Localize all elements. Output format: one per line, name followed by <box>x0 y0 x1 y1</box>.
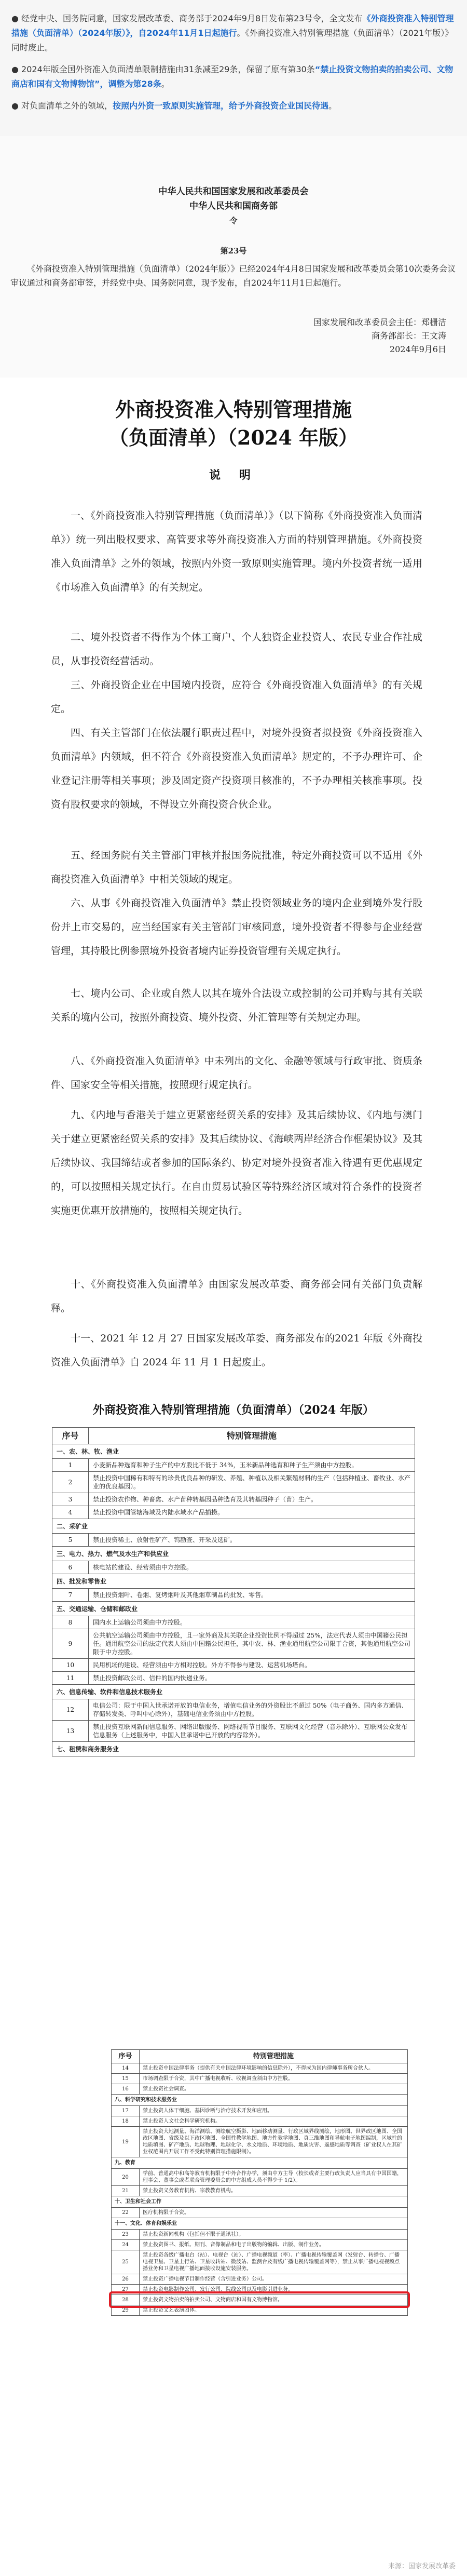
item-measure: 禁止投资中国管辖海域及内陆水域水产品捕捞。 <box>89 1506 415 1519</box>
table-row <box>112 2230 408 2240</box>
item-measure: 电信公司：限于中国入世承诺开放的电信业务，增值电信业务的外资股比不超过 50%（电子商务、国内多方通信、存储转发类、呼叫中心除外），基础电信业务须由中方控股。 <box>89 1699 415 1721</box>
section-heading: 三、电力、热力、燃气及水生产和供应业 <box>52 1547 415 1561</box>
item-number: 10 <box>52 1659 89 1672</box>
signature-ndrc: 国家发展和改革委员会主任：郑栅洁 <box>313 317 446 327</box>
item-number: 21 <box>112 2186 140 2196</box>
signature-mofcom: 商务部部长：王文涛 <box>371 331 446 341</box>
item-number: 1 <box>52 1459 89 1472</box>
item-measure: 民用机场的建设、经营须由中方相对控股。外方不得参与建设、运营机场塔台。 <box>89 1659 415 1672</box>
item-number: 24 <box>112 2240 140 2250</box>
section-heading: 十、卫生和社会工作 <box>112 2196 408 2208</box>
item-measure: 禁止投资农作物、种畜禽、水产苗种转基因品种选育及其转基因种子（苗）生产。 <box>89 1493 415 1506</box>
negative-list-table-part-2 <box>111 2049 408 2316</box>
table-section-row <box>52 1547 415 1561</box>
table-row <box>112 2074 408 2084</box>
item-measure: 禁止投资文艺表演团体。 <box>140 2305 408 2316</box>
summary-box <box>0 0 467 136</box>
item-measure: 禁止投资文物拍卖的拍卖公司、文物商店和国有文物博物馆。 <box>140 2295 408 2305</box>
section-heading: 二、采矿业 <box>52 1519 415 1534</box>
item-number: 23 <box>112 2230 140 2240</box>
item-number: 28 <box>112 2295 140 2305</box>
item-measure: 禁止投资人文社会科学研究机构。 <box>140 2116 408 2127</box>
table-row <box>112 2250 408 2274</box>
item-measure: 学前、普通高中和高等教育机构限于中外合作办学，须由中方主导（校长或者主要行政负责人应当具有中国国籍，理事会、董事会或者联合管理委员会的中方组成人员不得少于 1/2）。 <box>140 2169 408 2186</box>
item-measure: 禁止投资烟叶、卷烟、复烤烟叶及其他烟草制品的批发、零售。 <box>89 1589 415 1602</box>
item-measure: 禁止投资中国稀有和特有的珍贵优良品种的研发、养殖、种植以及相关繁殖材料的生产（包括种植业、畜牧业、水产业的优良基因）。 <box>89 1472 415 1493</box>
item-number: 2 <box>52 1472 89 1493</box>
column-header-measure: 特别管理措施 <box>140 2050 408 2063</box>
item-number: 8 <box>52 1616 89 1629</box>
explanation-paragraph: 五、经国务院有关主管部门审核并报国务院批准，特定外商投资可以不适用《外商投资准入负面清单》中相关领域的规定。 <box>51 850 422 885</box>
issuer-line-2: 中华人民共和国商务部 <box>189 201 278 211</box>
item-measure: 公共航空运输公司须由中方控股，且一家外商及其关联企业投资比例不得超过 25%，法定代表人须由中国籍公民担任。通用航空公司的法定代表人须由中国籍公民担任，其中农、林、渔业通用航空公司限于合资，其他通用航空公司限于中方控股。 <box>89 1629 415 1659</box>
item-number: 7 <box>52 1589 89 1602</box>
table-section-row <box>112 2095 408 2106</box>
section-heading: 六、信息传输、软件和信息技术服务业 <box>52 1685 415 1699</box>
table-row <box>52 1472 415 1493</box>
explanation-paragraph: 十、《外商投资准入负面清单》由国家发展改革委、商务部会同有关部门负责解释。 <box>51 1279 422 1314</box>
decree-date: 2024年9月6日 <box>389 344 446 354</box>
item-measure: 禁止投资各级广播电台（站）、电视台（站）、广播电视频道（率）、广播电视传输覆盖网（发射台、转播台、广播电视卫星、卫星上行站、卫星收转站、微波站、监测台及有线广播电视传输覆盖网等），禁止从事广播电视视频点播业务和卫星电视广播地面接收设施安装服务。 <box>140 2250 408 2274</box>
explanation-paragraph: 八、《外商投资准入负面清单》中未列出的文化、金融等领域与行政审批、资质条件、国家安全等相关措施，按照现行规定执行。 <box>51 1055 422 1091</box>
item-number: 6 <box>52 1561 89 1574</box>
item-number: 9 <box>52 1629 89 1659</box>
item-measure: 医疗机构限于合资。 <box>140 2208 408 2218</box>
item-measure: 禁止投资社会调查。 <box>140 2084 408 2095</box>
table-row <box>52 1493 415 1506</box>
item-number: 3 <box>52 1493 89 1506</box>
item-number: 4 <box>52 1506 89 1519</box>
item-number: 16 <box>112 2084 140 2095</box>
table-row <box>52 1534 415 1547</box>
table-row <box>52 1561 415 1574</box>
item-number: 19 <box>112 2127 140 2157</box>
column-header-number: 序号 <box>112 2050 140 2063</box>
table-row <box>52 1459 415 1472</box>
item-number: 26 <box>112 2274 140 2285</box>
table-row <box>112 2127 408 2157</box>
item-measure: 核电站的建设、经营须由中方控股。 <box>89 1561 415 1574</box>
item-measure: 禁止投资图书、报纸、期刊、音像制品和电子出版物的编辑、出版、制作业务。 <box>140 2240 408 2250</box>
explanation-paragraph: 四、有关主管部门在依法履行职责过程中，对境外投资者拟投资《外商投资准入负面清单》内领域，但不符合《外商投资准入负面清单》规定的，不予办理许可、企业登记注册等相关事项；涉及固定资产投资项目核准的，不予办理相关核准事项。投资有股权要求的领域，不得设立外商投资合伙企业。 <box>51 727 422 810</box>
item-number: 22 <box>112 2208 140 2218</box>
explanation-paragraph: 九、《内地与香港关于建立更紧密经贸关系的安排》及其后续协议、《内地与澳门关于建立更紧密经贸关系的安排》及其后续协议、《海峡两岸经济合作框架协议》及其后续协议、我国缔结或者参加的国际条约、协定对境外投资者准入待遇有更优惠规定的，可以按照相关规定执行。在自由贸易试验区等特殊经济区域对符合条件的投资者实施更优惠开放措施的，按照相关规定执行。 <box>51 1109 422 1216</box>
explanation-paragraph: 六、从事《外商投资准入负面清单》禁止投资领域业务的境内企业到境外发行股份并上市交易的，应当经国家有关主管部门审核同意，境外投资者不得参与企业经营管理，其持股比例参照境外投资者境内证券投资管理有关规定执行。 <box>51 897 422 957</box>
column-header-number: 序号 <box>52 1428 89 1444</box>
item-number: 12 <box>52 1699 89 1721</box>
item-measure: 禁止投资义务教育机构、宗教教育机构。 <box>140 2186 408 2196</box>
list-title: 外商投资准入特别管理措施（负面清单）（2024 年版） <box>93 1403 374 1417</box>
item-measure: 市场调查限于合资，其中广播电视收听、收视调查须由中方控股。 <box>140 2074 408 2084</box>
table-row <box>112 2274 408 2285</box>
table-section-row <box>52 1574 415 1589</box>
decree-label: 令 <box>229 216 238 225</box>
issuer-line-1: 中华人民共和国国家发展和改革委员会 <box>158 186 309 197</box>
table-section-row <box>52 1444 415 1459</box>
item-measure: 禁止投资中国法律事务（提供有关中国法律环境影响的信息除外），不得成为国内律师事务所合伙人。 <box>140 2063 408 2074</box>
summary-point-3: ● 对负面清单之外的领域，按照内外资一致原则实施管理，给予外商投资企业国民待遇。 <box>11 101 337 111</box>
explanation-paragraph: 二、境外投资者不得作为个体工商户、个人独资企业投资人、农民专业合作社成员，从事投资经营活动。 <box>51 632 422 667</box>
item-measure: 国内水上运输公司须由中方控股。 <box>89 1616 415 1629</box>
item-measure: 禁止投资邮政公司、信件的国内快递业务。 <box>89 1672 415 1685</box>
item-number: 29 <box>112 2305 140 2316</box>
section-heading: 一、农、林、牧、渔业 <box>52 1444 415 1459</box>
table-section-row <box>52 1685 415 1699</box>
item-number: 5 <box>52 1534 89 1547</box>
item-number: 14 <box>112 2063 140 2074</box>
table-row <box>52 1629 415 1659</box>
table-section-row <box>52 1742 415 1756</box>
table-row <box>52 1616 415 1629</box>
decree-body: 《外商投资准入特别管理措施（负面清单）（2024年版）》已经2024年4月8日国家发展和改革委员会第10次委务会议审议通过和商务部审签，并经党中央、国务院同意，现予发布，自2024年11月1日起施行。 <box>10 264 456 288</box>
table-row <box>52 1721 415 1742</box>
item-measure: 禁止投资互联网新闻信息服务、网络出版服务、网络视听节目服务、互联网文化经营（音乐除外）、互联网公众发布信息服务（上述服务中，中国入世承诺中已开放的内容除外）。 <box>89 1721 415 1742</box>
explanation-paragraph: 三、外商投资企业在中国境内投资，应符合《外商投资准入负面清单》的有关规定。 <box>51 679 422 715</box>
table-header-row <box>112 2050 408 2063</box>
table-row <box>52 1659 415 1672</box>
item-number: 13 <box>52 1721 89 1742</box>
table-row <box>52 1699 415 1721</box>
table-section-row <box>52 1519 415 1534</box>
table-row <box>112 2063 408 2074</box>
table-row <box>112 2240 408 2250</box>
item-measure: 禁止投资大地测量、海洋测绘、测绘航空摄影、地面移动测量、行政区域界线测绘，地形图、世界政区地图、全国政区地图、省级及以下政区地图、全国性教学地图、地方性教学地图、真三维地图和导航电子地图编制，区域性的地质填图、矿产地质、地球物理、地球化学、水文地质、环境地质、地质灾害、遥感地质等调查（矿业权人在其矿业权范围内开展工作不受此特别管理措施限制）。 <box>140 2127 408 2157</box>
item-measure: 禁止投资稀土、放射性矿产、钨勘查、开采及选矿。 <box>89 1534 415 1547</box>
item-number: 25 <box>112 2250 140 2274</box>
table-section-row <box>112 2196 408 2208</box>
highlight-box-item-28 <box>109 2291 410 2308</box>
summary-point-2: ● 2024年版全国外资准入负面清单限制措施由31条减至29条，保留了原有第30条“禁止投资文物拍卖的拍卖公司、文物商店和国有文物博物馆”，调整为第28条。 <box>11 64 454 89</box>
section-heading: 八、科学研究和技术服务业 <box>112 2095 408 2106</box>
table-row <box>112 2208 408 2218</box>
item-measure: 禁止投资人体干细胞、基因诊断与治疗技术开发和应用。 <box>140 2106 408 2116</box>
item-number: 15 <box>112 2074 140 2084</box>
table-row <box>112 2169 408 2186</box>
section-heading: 四、批发和零售业 <box>52 1574 415 1589</box>
explanation-paragraph: 七、境内公司、企业或自然人以其在境外合法设立或控制的公司并购与其有关联关系的境内公司，按照外商投资、境外投资、外汇管理等有关规定办理。 <box>51 988 422 1023</box>
item-number: 17 <box>112 2106 140 2116</box>
item-number: 20 <box>112 2169 140 2186</box>
table-row <box>52 1672 415 1685</box>
item-number: 11 <box>52 1672 89 1685</box>
section-heading: 五、交通运输、仓储和邮政业 <box>52 1602 415 1616</box>
summary-point-1: ● 经党中央、国务院同意，国家发展改革委、商务部于2024年9月8日发布第23号令，全文发布《外商投资准入特别管理措施（负面清单）（2024年版）》，自2024年11月1日起施行。《外商投资准入特别管理措施（负面清单）（2021年版）》同时废止。 <box>11 14 454 52</box>
section-heading: 十一、文化、体育和娱乐业 <box>112 2218 408 2230</box>
table-section-row <box>112 2218 408 2230</box>
decree-number: 第23号 <box>220 246 247 256</box>
item-number: 27 <box>112 2285 140 2295</box>
table-section-row <box>112 2157 408 2169</box>
source-caption: 来源：国家发展改革委 <box>388 2562 456 2570</box>
item-measure: 禁止投资电影制作公司、发行公司、院线公司以及电影引进业务。 <box>140 2285 408 2295</box>
section-heading: 九、教育 <box>112 2157 408 2169</box>
item-number: 18 <box>112 2116 140 2127</box>
table-section-row <box>52 1602 415 1616</box>
publication-subtitle: （负面清单）（2024 年版） <box>109 426 358 449</box>
table-header-row <box>52 1428 415 1444</box>
table-row <box>112 2116 408 2127</box>
explanation-heading: 说 明 <box>209 468 258 482</box>
column-header-measure: 特别管理措施 <box>89 1428 415 1444</box>
explanation-paragraph: 十一、2021 年 12 月 27 日国家发展改革委、商务部发布的2021 年版《外商投资准入负面清单》自 2024 年 11 月 1 日起废止。 <box>51 1333 422 1368</box>
item-measure: 禁止投资广播电视节目制作经营（含引进业务）公司。 <box>140 2274 408 2285</box>
decree-notice <box>0 136 467 378</box>
item-measure: 小麦新品种选育和种子生产的中方股比不低于 34%，玉米新品种选育和种子生产须由中方控股。 <box>89 1459 415 1472</box>
table-row <box>52 1589 415 1602</box>
table-row <box>112 2084 408 2095</box>
explanation-paragraph: 一、《外商投资准入特别管理措施（负面清单）》（以下简称《外商投资准入负面清单》）统一列出股权要求、高管要求等外商投资准入方面的特别管理措施。《外商投资准入负面清单》之外的领域，按照内外资一致原则实施管理。境内外投资者统一适用《市场准入负面清单》的有关规定。 <box>51 510 422 593</box>
negative-list-table-part-1 <box>52 1427 415 1756</box>
section-heading: 七、租赁和商务服务业 <box>52 1742 415 1756</box>
item-measure: 禁止投资新闻机构（包括但不限于通讯社）。 <box>140 2230 408 2240</box>
publication-title: 外商投资准入特别管理措施 <box>115 398 352 421</box>
table-row <box>52 1506 415 1519</box>
table-row <box>112 2106 408 2116</box>
table-row <box>112 2186 408 2196</box>
